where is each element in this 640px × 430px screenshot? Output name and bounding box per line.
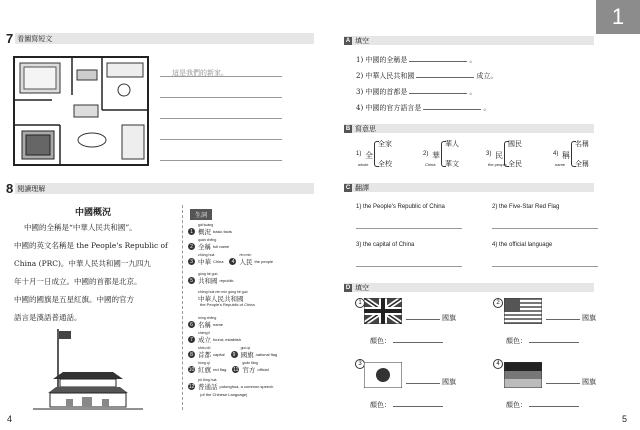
- vocab-word: 國旗: [240, 351, 254, 359]
- b-group-number: 3): [486, 151, 492, 157]
- vocab-word: 普通話: [198, 383, 218, 391]
- writing-line[interactable]: [160, 118, 282, 119]
- b-group-english: whole: [358, 162, 369, 167]
- flag-number-2: 2: [493, 298, 503, 308]
- vocab-item: [188, 223, 238, 236]
- vocab-pinyin: guān fāng: [242, 361, 258, 365]
- vocab-meaning: basic facts: [213, 229, 232, 234]
- vocab-item: [188, 238, 235, 251]
- section-7-number: 7: [6, 31, 14, 46]
- vocab-meaning: full name: [213, 244, 230, 249]
- vocab-pinyin: gòng hé guó: [198, 272, 218, 276]
- article-line: 中國的國旗是五星紅旗。中國的官方: [14, 295, 134, 304]
- vocab-word: 中華人民共和國: [198, 295, 244, 303]
- c-item-2: 2) the Five-Star Red Flag: [492, 204, 560, 210]
- vocab-item: [188, 331, 247, 344]
- vocab-number: 11: [233, 366, 239, 373]
- vocab-pinyin: zhōng huá rén mín gòng hé guó: [198, 290, 248, 294]
- vocab-number: 9: [231, 351, 238, 358]
- vocab-word: 共和國: [198, 277, 218, 285]
- article-line: 中國的英文名稱是 the People's Republic of: [14, 241, 168, 250]
- vocab-meaning: official: [257, 367, 269, 372]
- answer-line[interactable]: [356, 266, 462, 267]
- section-7-example: 這是我們的新家。: [172, 69, 228, 77]
- vocab-meaning: red flag: [213, 367, 227, 372]
- vocab-pinyin: chéng lì: [198, 331, 211, 335]
- answer-blank[interactable]: [393, 400, 443, 407]
- section-d-title: 填空: [355, 284, 369, 292]
- d-flag-row-2: 國旗: [544, 313, 596, 323]
- vocab-word: 成立: [198, 336, 211, 344]
- answer-blank[interactable]: [393, 336, 443, 343]
- b-group-number: 4): [553, 151, 559, 157]
- flag-number-3: 3: [355, 359, 365, 369]
- vocab-title: [190, 209, 212, 220]
- answer-line[interactable]: [492, 228, 598, 229]
- vocab-item: [188, 361, 269, 374]
- vocab-number: 4: [229, 258, 236, 265]
- vocab-item: [188, 392, 253, 397]
- vocab-meaning: the People's Republic of China: [200, 302, 255, 307]
- d-color-row-4: 顏色：: [506, 400, 581, 410]
- b-group-stem: 民: [495, 151, 503, 160]
- vocab-meaning: capital: [213, 352, 225, 357]
- section-d-letter: D: [345, 285, 351, 291]
- floor-plan-illustration: [12, 55, 150, 167]
- b-group-word-b: 華文: [445, 160, 459, 168]
- b-group-number: 2): [423, 151, 429, 157]
- section-d-header: [344, 283, 594, 293]
- writing-line[interactable]: [160, 160, 282, 161]
- b-group-stem: 稱: [562, 151, 570, 160]
- germany-flag-icon: [504, 362, 542, 388]
- vocab-pinyin: pǔ tōng huà: [198, 378, 217, 382]
- d-color-row-2: 顏色：: [506, 336, 581, 346]
- vocab-pinyin: guó qí: [240, 346, 251, 350]
- vocab-meaning: name: [213, 322, 224, 327]
- tiananmen-illustration: [28, 327, 148, 412]
- b-group-word-b: 全民: [508, 160, 522, 168]
- a-question-4: 4) 中國的官方語言是 。: [356, 104, 491, 112]
- article-title: 中國概況: [75, 208, 112, 218]
- answer-blank[interactable]: [406, 377, 440, 384]
- vocab-number: 10: [188, 366, 195, 373]
- b-group-english: China: [425, 162, 436, 167]
- answer-blank[interactable]: [406, 313, 440, 320]
- vocab-pinyin: míng chēng: [198, 316, 217, 320]
- b-group-stem: 華: [432, 151, 440, 160]
- section-8-number: 8: [6, 181, 14, 196]
- vocab-word: 紅旗: [198, 366, 211, 374]
- vocab-meaning: found; establish: [213, 337, 242, 342]
- page-number-right: 5: [622, 414, 628, 424]
- section-c-header: [344, 183, 594, 193]
- vocab-pinyin: hóng qí: [198, 361, 210, 365]
- b-group-stem: 全: [365, 151, 373, 160]
- vocab-item: [188, 302, 261, 307]
- vocab-meaning: national flag: [255, 352, 278, 357]
- vocab-number: 12: [188, 383, 195, 390]
- article-line: 語言是漢語普通話。: [14, 313, 82, 322]
- chapter-tab-number: 1: [611, 4, 625, 29]
- vocab-item: [188, 378, 279, 391]
- section-8-bar: [6, 183, 314, 194]
- vocab-number: 5: [188, 277, 195, 284]
- page-number-left: 4: [7, 414, 13, 424]
- uk-flag-icon: [364, 298, 402, 324]
- b-group-word-b: 全稱: [575, 160, 589, 168]
- vocab-word: 中華: [198, 258, 211, 266]
- flag-number-1: 1: [355, 298, 365, 308]
- c-item-3: 3) the capital of China: [356, 242, 415, 248]
- article-line: China (PRC)。中華人民共和國一九四九: [14, 259, 151, 268]
- d-flag-row-1: 國旗: [404, 313, 456, 323]
- d-color-row-1: 顏色：: [370, 336, 445, 346]
- vocab-pinyin: gài kuàng: [198, 223, 214, 227]
- vocab-pinyin: zhōng huá: [198, 253, 215, 257]
- vocab-word: 人民: [239, 258, 253, 266]
- b-group-word-b: 全校: [378, 160, 392, 168]
- section-a-title: 填空: [355, 37, 369, 45]
- section-b-letter: B: [345, 126, 351, 132]
- section-7-bar: [6, 33, 314, 44]
- vocab-pinyin: rén mín: [239, 253, 252, 257]
- vocab-meaning: putonghua, a common speech: [219, 384, 274, 389]
- vocab-pinyin: quán chēng: [198, 238, 217, 242]
- answer-blank[interactable]: [409, 87, 467, 94]
- c-item-4: 4) the official language: [492, 242, 553, 248]
- vocab-title-text: 生詞: [195, 212, 208, 219]
- vocab-number: 8: [188, 351, 195, 358]
- b-group-english: name: [555, 162, 566, 167]
- article-line: 年十月一日成立。中國的首都是北京。: [14, 277, 142, 286]
- b-group-word-a: 全家: [378, 140, 392, 148]
- b-group-word-a: 華人: [445, 140, 459, 148]
- vocab-number: 6: [188, 321, 195, 328]
- answer-blank[interactable]: [529, 400, 579, 407]
- us-flag-icon: [504, 298, 542, 324]
- flag-number-4: 4: [493, 359, 503, 369]
- vocab-meaning: the people: [254, 259, 274, 264]
- section-a-letter: A: [345, 38, 351, 44]
- vocab-number: 2: [188, 243, 195, 250]
- vocab-word: 概況: [198, 228, 211, 236]
- c-item-1: 1) the People's Republic of China: [356, 204, 445, 210]
- vocab-meaning: China: [213, 259, 224, 264]
- a-question-3: 3) 中國的首都是 。: [356, 88, 477, 96]
- vocab-meaning: republic: [219, 278, 234, 283]
- answer-line[interactable]: [492, 266, 598, 267]
- section-b-header: [344, 124, 594, 134]
- vocab-item: [188, 346, 277, 359]
- vocab-meaning: (of the Chinese Language): [200, 392, 248, 397]
- answer-blank[interactable]: [409, 55, 467, 62]
- vocab-word: 首都: [198, 351, 211, 359]
- writing-line[interactable]: [160, 97, 282, 98]
- vocab-item: [188, 316, 229, 329]
- vocab-item: [188, 253, 273, 266]
- answer-blank[interactable]: [423, 103, 481, 110]
- answer-blank[interactable]: [546, 313, 580, 320]
- answer-blank[interactable]: [416, 71, 474, 78]
- vocab-pinyin: shǒu dū: [198, 346, 211, 350]
- vocab-word: 名稱: [198, 321, 211, 329]
- d-flag-row-3: 國旗: [404, 377, 456, 387]
- vocab-word: 全稱: [198, 243, 211, 251]
- section-c-title: 翻譯: [355, 184, 369, 192]
- section-8-title: 閱讀理解: [17, 184, 46, 193]
- writing-line[interactable]: [160, 76, 282, 77]
- b-group-english: the people: [488, 162, 507, 167]
- section-7-title: 看圖寫短文: [17, 34, 53, 43]
- writing-line[interactable]: [160, 139, 282, 140]
- d-flag-row-4: 國旗: [544, 377, 596, 387]
- a-question-2: 2) 中華人民共和國 成立。: [356, 72, 498, 80]
- chapter-tab: [596, 0, 640, 34]
- vocab-number: 3: [188, 258, 195, 265]
- b-group-word-a: 國民: [508, 140, 522, 148]
- section-a-header: [344, 36, 594, 46]
- article-line: 中國的全稱是“中華人民共和國”。: [24, 223, 137, 232]
- section-c-letter: C: [345, 185, 351, 191]
- b-group-word-a: 名稱: [575, 140, 589, 148]
- vocab-item: [188, 272, 240, 285]
- japan-flag-icon: [364, 362, 402, 388]
- b-group-number: 1): [356, 151, 362, 157]
- answer-line[interactable]: [356, 228, 462, 229]
- vocab-word: 官方: [242, 366, 256, 374]
- vocab-number: 7: [188, 336, 195, 343]
- vocab-number: 1: [188, 228, 195, 235]
- d-color-row-3: 顏色：: [370, 400, 445, 410]
- answer-blank[interactable]: [546, 377, 580, 384]
- a-question-1: 1) 中國的全稱是 。: [356, 56, 477, 64]
- answer-blank[interactable]: [529, 336, 579, 343]
- section-b-title: 寫意思: [355, 125, 376, 133]
